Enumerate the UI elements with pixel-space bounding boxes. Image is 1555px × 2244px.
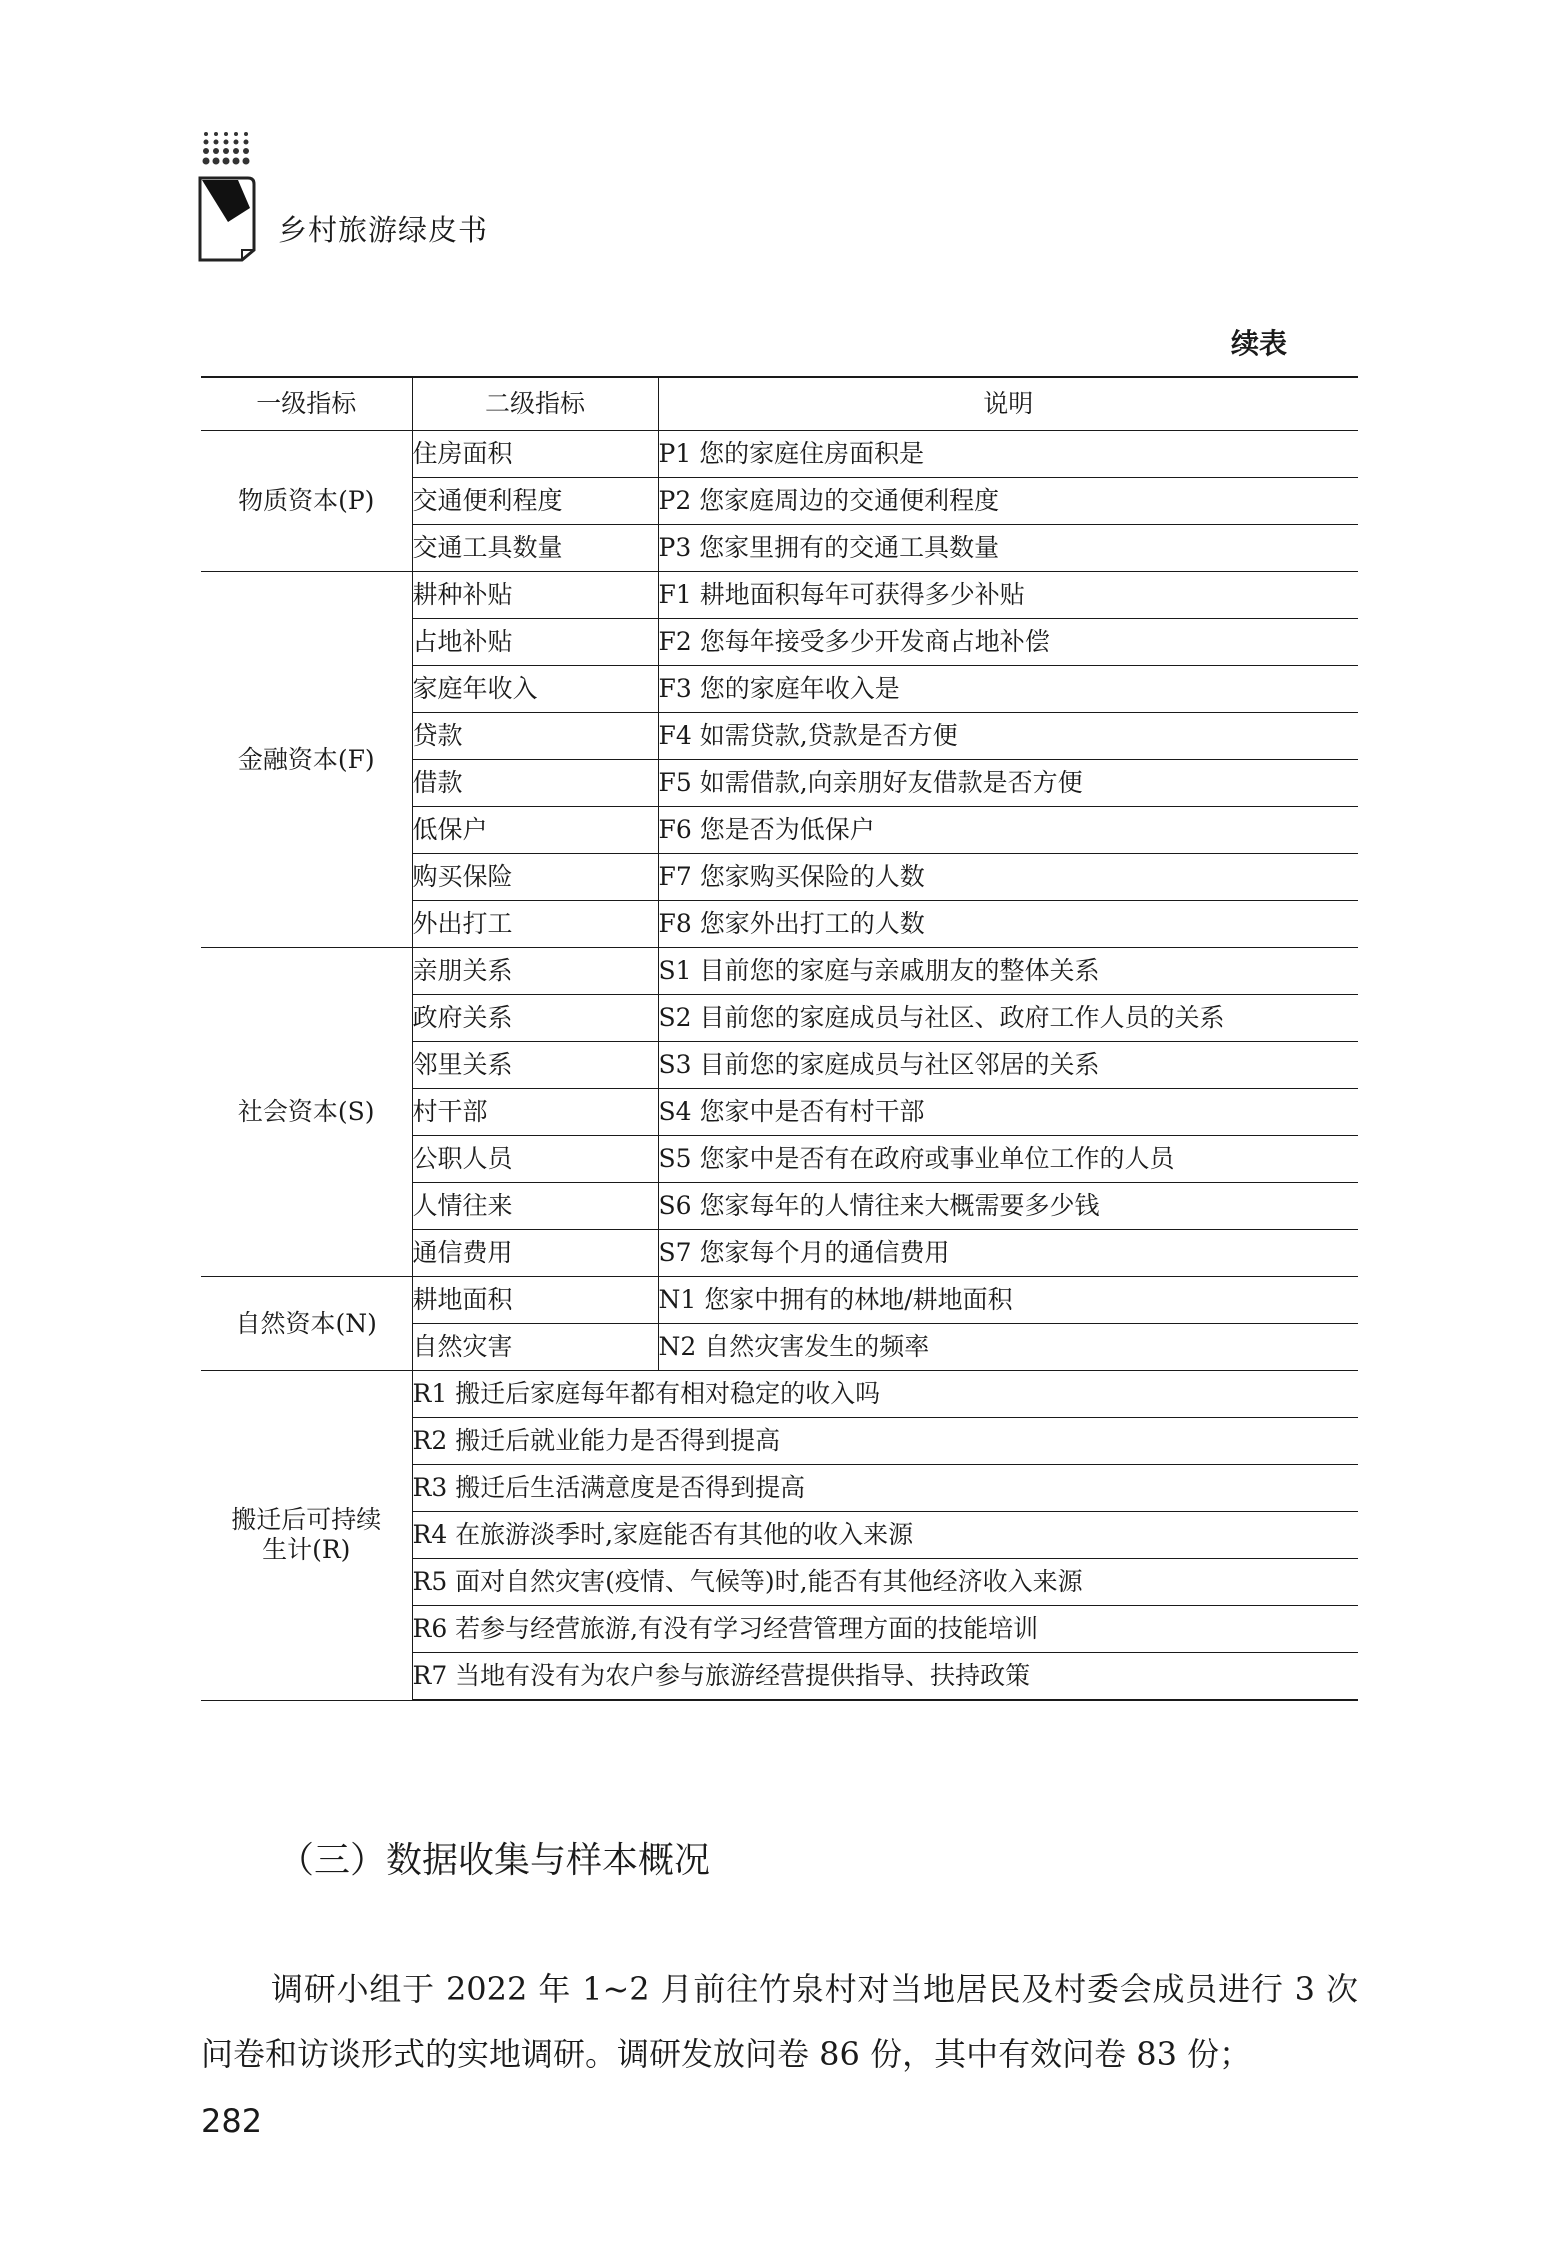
- sub-indicator: 自然灾害: [412, 1324, 658, 1371]
- column-header: 说明: [658, 377, 1358, 431]
- indicator-description: S6 您家每年的人情往来大概需要多少钱: [658, 1183, 1358, 1230]
- group-label: 金融资本(F): [201, 572, 412, 948]
- sub-indicator: 政府关系: [412, 995, 658, 1042]
- book-page-icon: [198, 130, 260, 262]
- table-row: [201, 948, 1358, 995]
- table-row: [201, 572, 1358, 619]
- section-heading: （三）数据收集与样本概况: [278, 1840, 711, 1881]
- group-label: 物质资本(P): [201, 431, 412, 572]
- indicator-description: S1 目前您的家庭与亲戚朋友的整体关系: [658, 948, 1358, 995]
- sub-indicator: 亲朋关系: [412, 948, 658, 995]
- sub-indicator: 村干部: [412, 1089, 658, 1136]
- indicator-description: P1 您的家庭住房面积是: [658, 431, 1358, 478]
- table-row: [201, 1277, 1358, 1324]
- group-label-line: 搬迁后可持续: [231, 1505, 382, 1535]
- sub-indicator: 住房面积: [412, 431, 658, 478]
- indicator-description: R4 在旅游淡季时,家庭能否有其他的收入来源: [412, 1512, 1358, 1559]
- body-paragraph: 调研小组于 2022 年 1~2 月前往竹泉村对当地居民及村委会成员进行 3 次问卷和访谈形式的实地调研。调研发放问卷 86 份，其中有效问卷 83 份；: [201, 1970, 1358, 2073]
- sub-indicator: 人情往来: [412, 1183, 658, 1230]
- table-row: [201, 1371, 1358, 1418]
- indicator-description: R1 搬迁后家庭每年都有相对稳定的收入吗: [412, 1371, 1358, 1418]
- indicator-table: [201, 376, 1358, 1701]
- column-header: 二级指标: [412, 377, 658, 431]
- indicator-description: F1 耕地面积每年可获得多少补贴: [658, 572, 1358, 619]
- indicator-description: F5 如需借款,向亲朋好友借款是否方便: [658, 760, 1358, 807]
- sub-indicator: 家庭年收入: [412, 666, 658, 713]
- group-label-line: 生计(R): [262, 1535, 351, 1565]
- sub-indicator: 借款: [412, 760, 658, 807]
- table-header-row: [201, 377, 1358, 431]
- sub-indicator: 耕地面积: [412, 1277, 658, 1324]
- indicator-description: P3 您家里拥有的交通工具数量: [658, 525, 1358, 572]
- column-header: 一级指标: [201, 377, 412, 431]
- sub-indicator: 外出打工: [412, 901, 658, 948]
- sub-indicator: 交通便利程度: [412, 478, 658, 525]
- indicator-description: F3 您的家庭年收入是: [658, 666, 1358, 713]
- group-label: [201, 1371, 412, 1701]
- indicator-description: F4 如需贷款,贷款是否方便: [658, 713, 1358, 760]
- series-title: 乡村旅游绿皮书: [278, 213, 489, 247]
- sub-indicator: 购买保险: [412, 854, 658, 901]
- indicator-description: N1 您家中拥有的林地/耕地面积: [658, 1277, 1358, 1324]
- indicator-description: S7 您家每个月的通信费用: [658, 1230, 1358, 1277]
- indicator-description: S2 目前您的家庭成员与社区、政府工作人员的关系: [658, 995, 1358, 1042]
- sub-indicator: 贷款: [412, 713, 658, 760]
- continued-label: 续表: [1230, 327, 1287, 360]
- indicator-description: R5 面对自然灾害(疫情、气候等)时,能否有其他经济收入来源: [412, 1559, 1358, 1606]
- indicator-description: R2 搬迁后就业能力是否得到提高: [412, 1418, 1358, 1465]
- sub-indicator: 通信费用: [412, 1230, 658, 1277]
- indicator-description: F7 您家购买保险的人数: [658, 854, 1358, 901]
- sub-indicator: 交通工具数量: [412, 525, 658, 572]
- indicator-description: S4 您家中是否有村干部: [658, 1089, 1358, 1136]
- indicator-description: F6 您是否为低保户: [658, 807, 1358, 854]
- page-number: 282: [201, 2102, 263, 2140]
- indicator-description: R3 搬迁后生活满意度是否得到提高: [412, 1465, 1358, 1512]
- table-row: [201, 431, 1358, 478]
- sub-indicator: 邻里关系: [412, 1042, 658, 1089]
- indicator-description: R7 当地有没有为农户参与旅游经营提供指导、扶持政策: [412, 1653, 1358, 1701]
- indicator-description: S5 您家中是否有在政府或事业单位工作的人员: [658, 1136, 1358, 1183]
- indicator-description: N2 自然灾害发生的频率: [658, 1324, 1358, 1371]
- indicator-description: R6 若参与经营旅游,有没有学习经营管理方面的技能培训: [412, 1606, 1358, 1653]
- group-label: 自然资本(N): [201, 1277, 412, 1371]
- sub-indicator: 低保户: [412, 807, 658, 854]
- indicator-description: P2 您家庭周边的交通便利程度: [658, 478, 1358, 525]
- sub-indicator: 公职人员: [412, 1136, 658, 1183]
- sub-indicator: 耕种补贴: [412, 572, 658, 619]
- indicator-description: F8 您家外出打工的人数: [658, 901, 1358, 948]
- sub-indicator: 占地补贴: [412, 619, 658, 666]
- indicator-description: S3 目前您的家庭成员与社区邻居的关系: [658, 1042, 1358, 1089]
- indicator-description: F2 您每年接受多少开发商占地补偿: [658, 619, 1358, 666]
- group-label: 社会资本(S): [201, 948, 412, 1277]
